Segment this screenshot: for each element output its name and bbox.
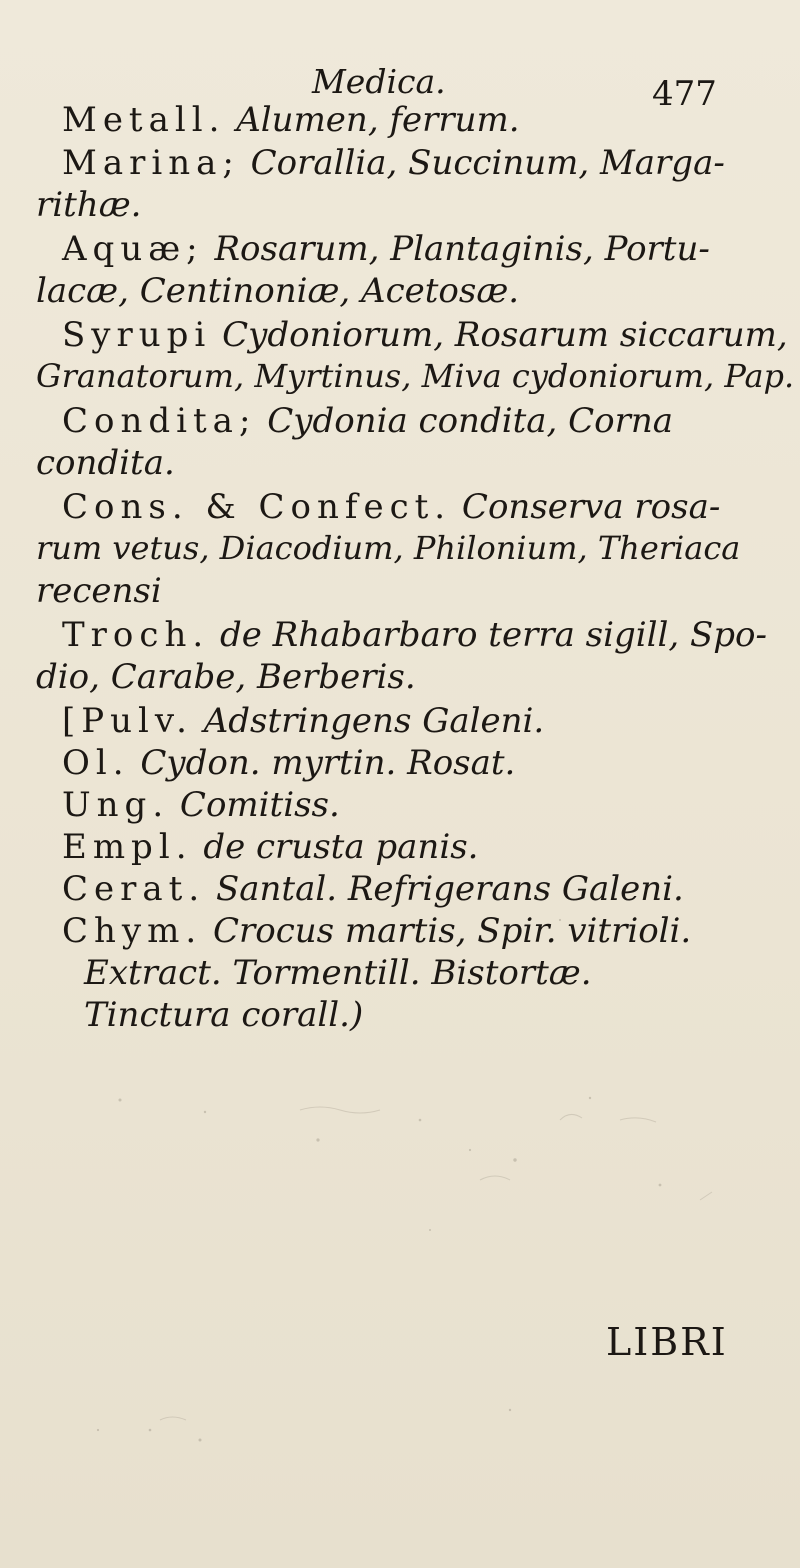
entry-heading: Syrupi <box>62 315 212 355</box>
entry-text: Crocus martis, Spir. vitrioli. <box>202 911 692 951</box>
entry-line <box>62 487 721 527</box>
entry-line <box>62 100 520 140</box>
page-number: 477 <box>652 74 717 114</box>
entry-line <box>62 143 725 183</box>
entry-text: Corallia, Succinum, Marga- <box>239 143 725 183</box>
entry-heading: [Pulv. <box>62 701 193 741</box>
entry-text: Cydoniorum, Rosarum siccarum, <box>211 315 788 355</box>
entry-line <box>36 185 142 225</box>
entry-text: Rosarum, Plantaginis, Portu- <box>203 229 710 269</box>
entry-line <box>62 701 545 741</box>
entry-text: Santal. Refrigerans Galeni. <box>205 869 684 909</box>
entry-text: rithæ. <box>36 185 142 225</box>
entry-text: de crusta panis. <box>192 827 479 867</box>
entry-text: Adstringens Galeni. <box>192 701 545 741</box>
entry-line <box>36 657 416 697</box>
entry-text: Cydon. myrtin. Rosat. <box>129 743 516 783</box>
entry-heading: Troch. <box>62 615 210 655</box>
entry-line <box>62 315 788 355</box>
entry-line <box>62 827 479 867</box>
entry-heading: Ol. <box>62 743 130 783</box>
entry-text: rum vetus, Diacodium, Philonium, Theriaca <box>36 529 741 567</box>
entry-line <box>36 529 741 567</box>
entry-heading: Cerat. <box>62 869 206 909</box>
entry-heading: Marina; <box>62 143 240 183</box>
entry-text: Conserva rosa- <box>451 487 721 527</box>
entry-text: condita. <box>36 443 175 483</box>
entry-heading: Ung. <box>62 785 170 825</box>
entry-line <box>62 911 692 951</box>
running-head: Medica. <box>312 62 446 101</box>
entry-heading: Chym. <box>62 911 203 951</box>
entry-text: lacæ, Centinoniæ, Acetosæ. <box>36 271 520 311</box>
entry-heading: Empl. <box>62 827 193 867</box>
entry-text: Extract. Tormentill. Bistortæ. <box>84 953 592 993</box>
entry-text: dio, Carabe, Berberis. <box>36 657 416 697</box>
entry-line <box>36 443 175 483</box>
catchword: LIBRI <box>606 1320 728 1364</box>
entry-line <box>62 869 684 909</box>
entry-heading: Cons. & Confect. <box>62 487 452 527</box>
entry-line <box>62 229 710 269</box>
entry-line <box>62 615 767 655</box>
entry-line <box>36 357 795 395</box>
entry-heading: Aquæ; <box>62 229 204 269</box>
entry-text: Granatorum, Myrtinus, Miva cydoniorum, Pap. <box>36 357 795 395</box>
entry-text: recensi <box>36 571 162 611</box>
entry-text: Tinctura corall.) <box>84 995 364 1035</box>
entry-text: Cydonia condita, Corna <box>256 401 674 441</box>
entry-line <box>36 571 162 611</box>
entry-text: de Rhabarbaro terra sigill, Spo- <box>209 615 767 655</box>
entry-line <box>84 953 592 993</box>
entry-text: Alumen, ferrum. <box>225 100 520 140</box>
entry-line <box>62 401 674 441</box>
entry-heading: Condita; <box>62 401 257 441</box>
entry-heading: Metall. <box>62 100 226 140</box>
entry-text: Comitiss. <box>169 785 340 825</box>
entry-line <box>62 743 516 783</box>
entry-line <box>36 271 520 311</box>
entry-line <box>62 785 340 825</box>
entry-line <box>84 995 364 1035</box>
